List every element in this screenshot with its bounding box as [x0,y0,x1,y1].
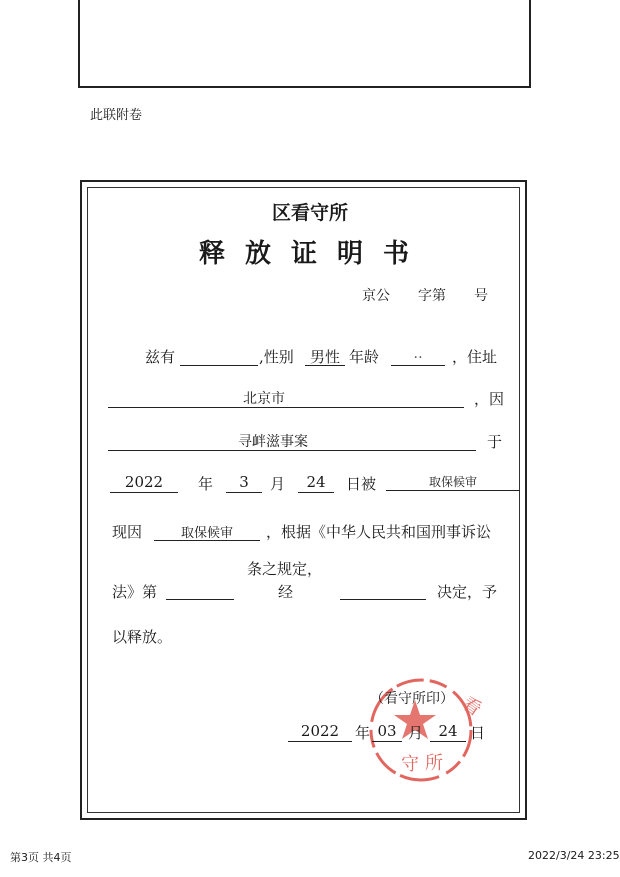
article-number-field [166,580,234,600]
detain-month-field [226,473,262,493]
via-label: 经 [278,583,294,601]
decision-text: 决定，予 [437,583,498,601]
age-value: ‥ [413,346,423,362]
seal-char-3: 所 [425,753,443,774]
detain-year-value: 2022 [124,473,164,491]
previous-copy-frame-left [78,0,80,88]
gender-field [305,346,345,366]
document-number: 京公 字第 号 [362,288,488,304]
stub-label: 此联附卷 [90,108,143,123]
measure-value: 取保候审 [428,475,477,489]
detain-day-value: 24 [306,473,326,491]
page-indicator: 第3页 共4页 [10,851,72,864]
gender-label: ,性别 [259,348,294,366]
detain-month-label: 月 [270,475,286,493]
gender-value: 男性 [309,348,340,366]
address-suffix: ，因 [474,390,505,408]
print-timestamp: 2022/3/24 23:25 [528,849,620,862]
address-value: 北京市 [243,391,285,407]
previous-copy-frame-bottom [78,86,531,88]
authority-field [340,580,426,600]
measure-field [386,473,520,491]
sign-year-label: 年 [355,724,371,742]
sign-day-label: 日 [470,724,486,742]
lead-text: 兹有 [145,348,176,366]
detain-month-value: 3 [239,473,249,491]
age-field [391,348,445,366]
release-text: 以释放。 [112,628,173,646]
sign-day-field [430,722,466,742]
stamp-label: （看守所印） [370,691,454,707]
address-field [108,388,464,408]
seal-char-1: 看 [458,692,485,721]
article-text: 条之规定， [247,560,323,578]
reason-lead: 现因 [112,523,143,541]
name-field [180,348,258,366]
detain-day-label: 日被 [346,475,377,493]
age-label: 年龄 [349,348,380,366]
law-lead: 法》第 [112,583,158,601]
sign-year-field [288,722,352,742]
detain-day-field [298,473,334,493]
seal-char-2: 守 [401,754,419,775]
legal-basis-text: ，根据《中华人民共和国刑事诉讼 [266,523,492,541]
sign-month-value: 03 [377,722,397,740]
sign-year-value: 2022 [300,722,340,740]
address-label: ，住址 [452,348,498,366]
case-value: 寻衅滋事案 [238,434,308,450]
sign-day-value: 24 [438,722,458,740]
previous-copy-frame-right [529,0,531,88]
detain-year-field [110,473,178,493]
reason-field [154,521,260,541]
sign-month-field [372,722,402,742]
issuing-organization: 区看守所 [271,202,348,224]
sign-month-label: 月 [408,724,424,742]
detain-year-label: 年 [198,475,214,493]
case-field [108,431,476,451]
case-suffix: 于 [487,433,503,451]
document-title: 释放证明书 [198,239,429,269]
reason-value: 取保候审 [180,526,233,541]
